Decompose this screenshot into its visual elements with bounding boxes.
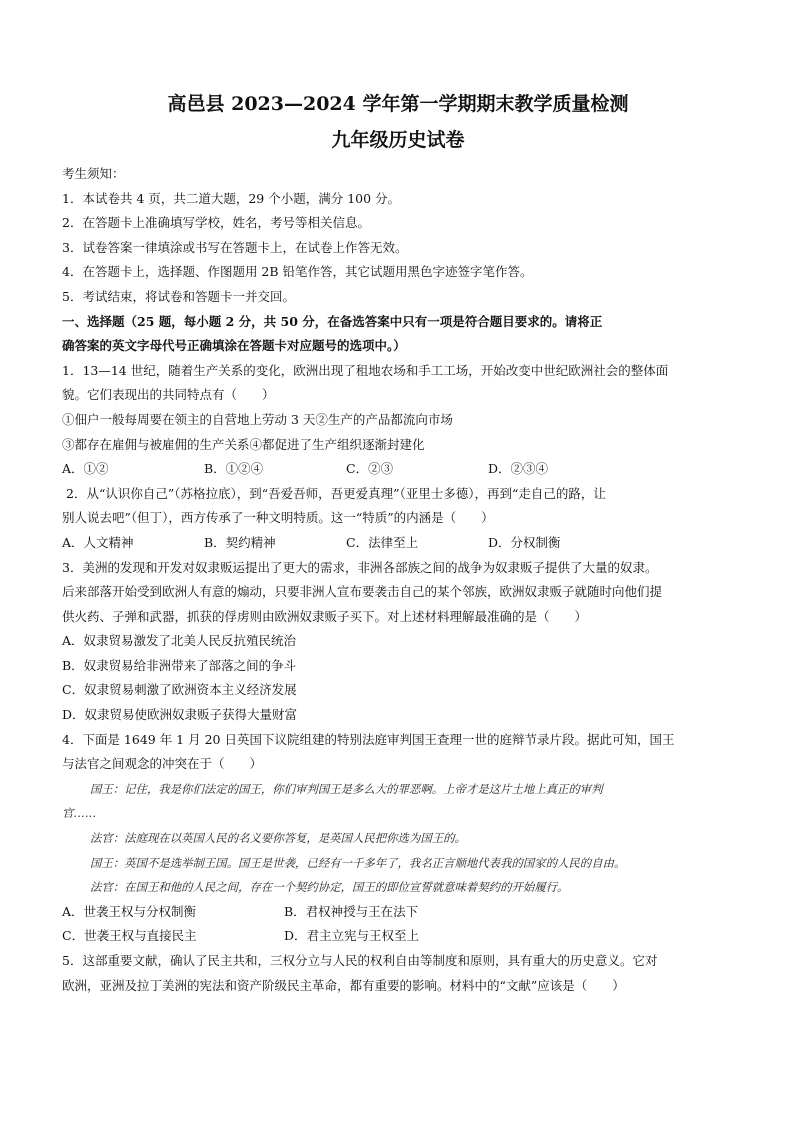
option-d[interactable]: D．君主立宪与王权至上 [284, 928, 420, 944]
question-stem: 5．这部重要文献，确认了民主共和，三权分立与人民的权利自由等制度和原则，具有重大的历史意义。它对 [62, 953, 658, 968]
notice-item: 3．试卷答案一律填涂或书写在答题卡上，在试卷上作答无效。 [62, 239, 408, 255]
question-stem: 供火药、子弹和武器，抓获的俘虏则由欧洲奴隶贩子买下。对上述材料理解最准确的是（ ） [62, 608, 588, 624]
transcript-line: 法官：法庭现在以英国人民的名义要你答复，是英国人民把你选为国王的。 [90, 831, 466, 846]
option-row [62, 900, 734, 925]
option-d[interactable]: D．②③④ [488, 461, 549, 477]
option-row [62, 531, 734, 556]
option-b[interactable]: B．君权神授与王在法下 [284, 903, 419, 919]
notice-item: 2．在答题卡上准确填写学校，姓名，考号等相关信息。 [62, 215, 370, 231]
question-stem: 2．从“认识你自己”（苏格拉底），到“吾爱吾师，吾更爱真理”（亚里士多德），再到“走自己的路，让 [66, 485, 606, 501]
option-a[interactable]: A．世袭王权与分权制衡 [62, 903, 197, 919]
question-2 [62, 482, 734, 556]
question-stem: 4．下面是 1649 年 1 月 20 日英国下议院组建的特别法庭审判国王查理一世的庭辩节录片段。据此可知，国王 [62, 731, 675, 747]
option-c[interactable]: C．法律至上 [346, 534, 419, 550]
question-stem: 1．13—14 世纪，随着生产关系的变化，欧洲出现了租地农场和手工工场，开始改变中世纪欧洲社会的整体面 [62, 362, 669, 378]
transcript-line: 官…… [62, 806, 97, 821]
notice-block [62, 162, 734, 310]
exam-page [62, 92, 734, 998]
option-a[interactable]: A．人文精神 [62, 534, 134, 550]
question-stem: 别人说去吧”（但丁），西方传承了一种文明特质。这一“特质”的内涵是（ ） [62, 510, 494, 526]
option-c[interactable]: C．世袭王权与直接民主 [62, 928, 197, 944]
transcript-line: 法官：在国王和他的人民之间，存在一个契约协定，国王的即位宣誓就意味着契约的开始履行。 [90, 880, 569, 895]
question-statement: ③都存在雇佣与被雇佣的生产关系④都促进了生产组织逐渐封建化 [62, 436, 425, 452]
option-a[interactable]: A．奴隶贸易激发了北美人民反抗殖民统治 [62, 633, 297, 649]
option-row [62, 924, 734, 949]
notice-item: 5．考试结束，将试卷和答题卡一并交回。 [62, 288, 295, 304]
question-stem: 与法官之间观念的冲突在于（ ） [62, 756, 263, 772]
question-3 [62, 556, 734, 728]
question-1 [62, 359, 734, 482]
exam-title: 高邑县 2023—2024 学年第一学期期末教学质量检测 [167, 93, 629, 115]
option-row [62, 457, 734, 482]
transcript-line: 国王：英国不是选举制王国。国王是世袭，已经有一千多年了，我名正言顺地代表我的国家的人民的自由。 [90, 855, 626, 870]
option-a[interactable]: A．①② [62, 461, 109, 477]
exam-subtitle: 九年级历史试卷 [331, 129, 465, 151]
trial-transcript [62, 777, 734, 900]
transcript-line: 国王：记住，我是你们法定的国王，你们审判国王是多么大的罪恶啊。上帝才是这片土地上真正的审判 [90, 781, 603, 796]
question-4 [62, 728, 734, 949]
option-b[interactable]: B．奴隶贸易给非洲带来了部落之间的争斗 [62, 657, 297, 673]
question-stem: 貌。它们表现出的共同特点有（ ） [62, 387, 275, 403]
option-c[interactable]: C．②③ [346, 461, 394, 477]
option-c[interactable]: C．奴隶贸易刺激了欧洲资本主义经济发展 [62, 682, 297, 698]
question-5 [62, 949, 734, 998]
section-heading-line: 一、选择题（25 题，每小题 2 分，共 50 分，在备选答案中只有一项是符合题目要求的。请将正 [62, 313, 603, 329]
question-stem: 3．美洲的发现和开发对奴隶贩运提出了更大的需求，非洲各部族之间的战争为奴隶贩子提供了大量的奴隶。 [62, 559, 658, 575]
question-stem: 欧洲，亚洲及拉丁美洲的宪法和资产阶级民主革命，都有重要的影响。材料中的“文献”应该是（ ） [62, 977, 625, 993]
notice-item: 4．在答题卡上，选择题、作图题用 2B 铅笔作答，其它试题用黑色字迹签字笔作答。 [62, 264, 533, 280]
section-heading-line: 确答案的英文字母代号正确填涂在答题卡对应题号的选项中。） [62, 338, 406, 354]
option-b[interactable]: B．契约精神 [204, 534, 276, 550]
option-d[interactable]: D．奴隶贸易使欧洲奴隶贩子获得大量财富 [62, 707, 298, 723]
question-stem: 后来部落开始受到欧洲人有意的煽动，只要非洲人宣布要袭击自己的某个邻族，欧洲奴隶贩子就随时向他们提 [62, 584, 663, 600]
notice-heading: 考生须知： [62, 166, 125, 181]
option-d[interactable]: D．分权制衡 [488, 534, 561, 550]
question-statement: ①佃户一般每周要在领主的自营地上劳动 3 天②生产的产品都流向市场 [62, 411, 453, 427]
option-b[interactable]: B．①②④ [204, 461, 264, 477]
notice-item: 1．本试卷共 4 页，共二道大题，29 个小题，满分 100 分。 [62, 190, 401, 206]
section-heading [62, 310, 734, 359]
